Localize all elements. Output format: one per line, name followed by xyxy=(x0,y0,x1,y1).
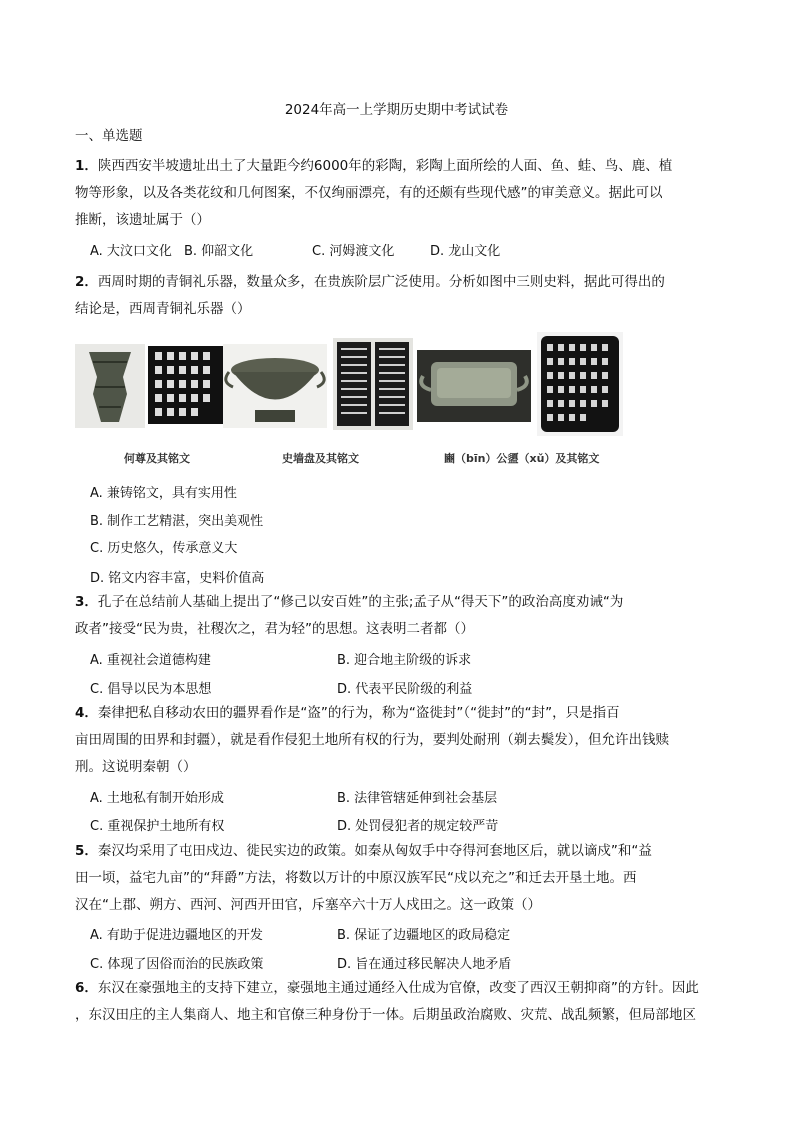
option-c[interactable]: C. 河姆渡文化 xyxy=(312,244,395,259)
question-6 xyxy=(75,975,725,1029)
question-line: 田一顷，益宅九亩”的“拜爵”方法，将数以万计的中原汉族军民“戍以充之”和迁去开垦土地。西 xyxy=(75,870,637,886)
question-line: 政者”接受“民为贵，社稷次之，君为轻”的思想。这表明二者都（） xyxy=(75,621,474,637)
option-d[interactable]: D. 铭文内容丰富，史料价值高 xyxy=(90,571,265,586)
option-a[interactable]: A. 土地私有制开始形成 xyxy=(90,791,224,806)
question-number: 5． xyxy=(75,843,98,859)
question-line: 物等形象，以及各类花纹和几何图案，不仅绚丽漂亮，有的还颇有些现代感”的审美意义。据此可以 xyxy=(75,185,663,201)
question-line: 西周时期的青铜礼乐器，数量众多，在贵族阶层广泛使用。分析如图中三则史料，据此可得出的 xyxy=(97,274,665,290)
option-b[interactable]: B. 迎合地主阶级的诉求 xyxy=(337,653,472,668)
figure-caption: 史墙盘及其铭文 xyxy=(282,452,359,465)
question-line: 秦律把私自移动农田的疆界看作是“盗”的行为，称为“盗徙封”（“徙封”的“封”，只是指百 xyxy=(97,705,620,721)
figure-caption: 何尊及其铭文 xyxy=(124,452,190,465)
question-3 xyxy=(75,589,725,643)
option-a[interactable]: A. 大汶口文化 xyxy=(90,244,172,259)
option-c[interactable]: C. 倡导以民为本思想 xyxy=(90,682,212,697)
option-b[interactable]: B. 制作工艺精湛，突出美观性 xyxy=(90,514,264,529)
option-d[interactable]: D. 处罚侵犯者的规定较严苛 xyxy=(337,819,499,834)
question-line: 秦汉均采用了屯田戍边、徙民实边的政策。如秦从匈奴手中夺得河套地区后，就以谪戍”和“益 xyxy=(97,843,652,859)
option-d[interactable]: D. 龙山文化 xyxy=(430,244,501,259)
question-line: ，东汉田庄的主人集商人、地主和官僚三种身份于一体。后期虽政治腐败、灾荒、战乱频繁，但局部地区 xyxy=(75,1007,696,1023)
option-c[interactable]: C. 重视保护土地所有权 xyxy=(90,819,225,834)
option-a[interactable]: A. 重视社会道德构建 xyxy=(90,653,211,668)
option-a[interactable]: A. 有助于促进边疆地区的开发 xyxy=(90,928,263,943)
question-number: 6． xyxy=(75,980,98,996)
question-line: 亩田周围的田界和封疆），就是看作侵犯土地所有权的行为，要判处耐刑（剃去鬓发），但允许出钱赎 xyxy=(75,732,669,748)
option-a[interactable]: A. 兼铸铭文，具有实用性 xyxy=(90,486,237,501)
question-line: 刑。这说明秦朝（） xyxy=(75,759,197,775)
section-heading: 一、单选题 xyxy=(75,128,143,144)
option-b[interactable]: B. 保证了边疆地区的政局稳定 xyxy=(337,928,511,943)
option-b[interactable]: B. 法律管辖延伸到社会基层 xyxy=(337,791,498,806)
question-line: 汉在“上郡、朔方、西河、河西开田官，斥塞卒六十万人戍田之。这一政策（） xyxy=(75,897,541,913)
bronze-artifacts-figure xyxy=(75,332,623,440)
question-line: 陕西西安半坡遗址出土了大量距今约6000年的彩陶，彩陶上面所绘的人面、鱼、蛙、鸟、鹿、植 xyxy=(97,158,673,174)
question-2 xyxy=(75,269,725,323)
question-number: 2． xyxy=(75,274,98,290)
option-c[interactable]: C. 体现了因俗而治的民族政策 xyxy=(90,957,264,972)
question-line: 推断，该遗址属于（） xyxy=(75,212,210,228)
question-1 xyxy=(75,153,725,234)
option-c[interactable]: C. 历史悠久，传承意义大 xyxy=(90,541,238,556)
option-b[interactable]: B. 仰韶文化 xyxy=(184,244,254,259)
question-number: 3． xyxy=(75,594,98,610)
question-line: 结论是，西周青铜礼乐器（） xyxy=(75,301,251,317)
question-line: 东汉在豪强地主的支持下建立，豪强地主通过通经入仕成为官僚，改变了西汉王朝抑商”的方针。因此 xyxy=(97,980,699,996)
question-4 xyxy=(75,700,725,781)
question-number: 1． xyxy=(75,158,98,174)
question-number: 4． xyxy=(75,705,98,721)
figure-caption: 豳（bīn）公盨（xǔ）及其铭文 xyxy=(444,452,600,465)
option-d[interactable]: D. 代表平民阶级的利益 xyxy=(337,682,473,697)
page-title: 2024年高一上学期历史期中考试试卷 xyxy=(284,102,509,118)
question-line: 孔子在总结前人基础上提出了“修己以安百姓”的主张;孟子从“得天下”的政治高度劝诫“为 xyxy=(97,594,624,610)
question-5 xyxy=(75,838,725,919)
option-d[interactable]: D. 旨在通过移民解决人地矛盾 xyxy=(337,957,512,972)
